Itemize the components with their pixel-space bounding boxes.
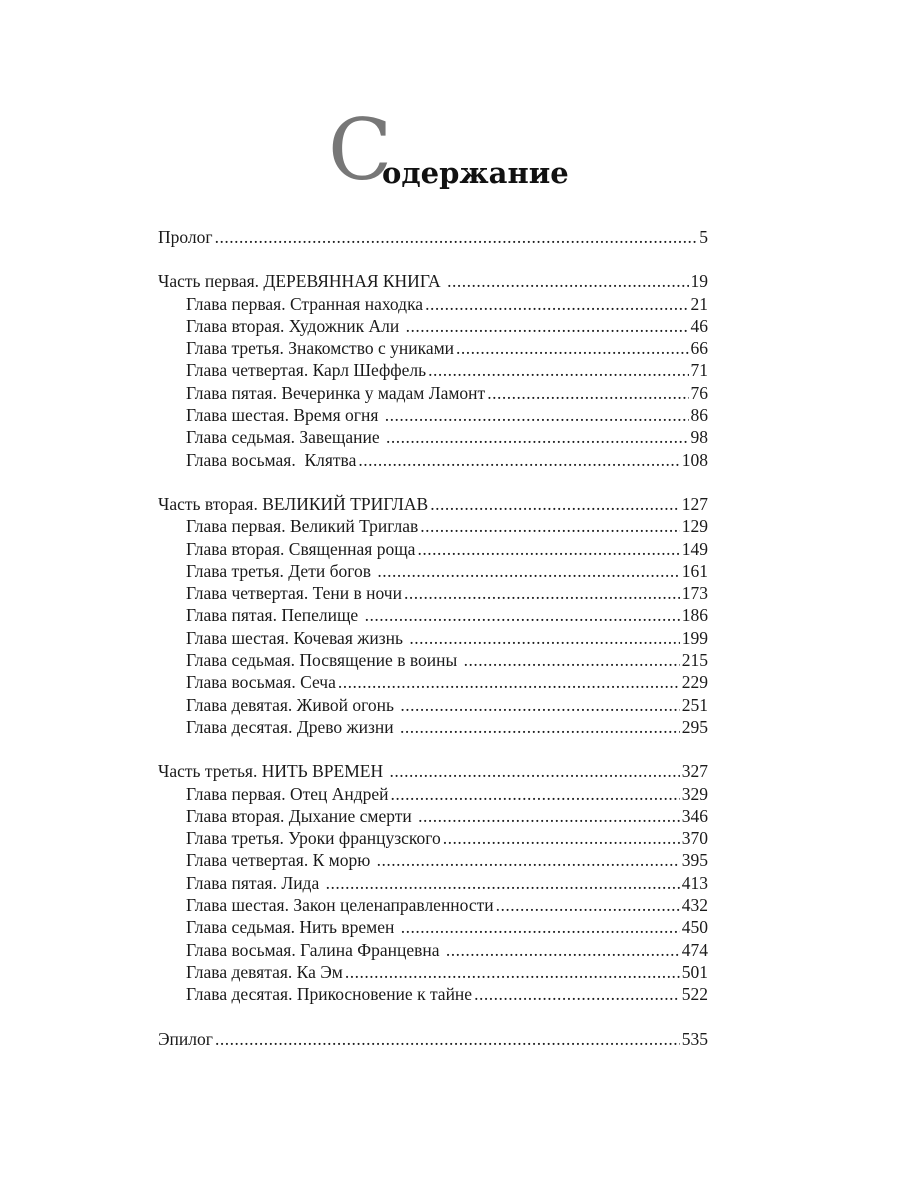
toc-entry-chapter-page-number: 21: [690, 293, 708, 314]
toc-entry-chapter-page-number: 522: [681, 984, 708, 1005]
dot-leader: [425, 293, 688, 315]
toc-entry-chapter-label: Глава первая. Великий Триглав: [186, 516, 419, 537]
toc-entry-chapter-label: Глава третья. Знакомство с униками: [186, 338, 455, 359]
dot-leader: [447, 270, 688, 292]
toc-entry-epilogue: [158, 1028, 708, 1050]
toc-entry-chapter: [158, 538, 708, 560]
section-spacer: [158, 248, 708, 270]
dot-leader: [391, 783, 680, 805]
toc-entry-chapter-label: Глава седьмая. Нить времен: [186, 917, 399, 938]
toc-entry-chapter: [158, 827, 708, 849]
toc-entry-chapter: [158, 939, 708, 961]
section-spacer: [158, 471, 708, 493]
dot-leader: [474, 983, 680, 1005]
toc-entry-chapter-label: Глава шестая. Закон целенаправленности: [186, 895, 494, 916]
toc-entry-chapter: [158, 337, 708, 359]
toc-entry-chapter-label: Глава третья. Дети богов: [186, 560, 376, 581]
dot-leader: [400, 716, 680, 738]
toc-entry-part-label: Часть первая. ДЕРЕВЯННАЯ КНИГА: [158, 271, 446, 292]
toc-entry-part: [158, 493, 708, 515]
toc-entry-part-page-number: 19: [690, 271, 708, 292]
toc-entry-chapter-page-number: 251: [681, 694, 708, 715]
section-spacer: [158, 1006, 708, 1028]
toc-entry-chapter-label: Глава шестая. Время огня: [186, 405, 383, 426]
toc-entry-chapter-page-number: 199: [681, 627, 708, 648]
toc-entry-chapter-label: Глава пятая. Лида: [186, 872, 324, 893]
dot-leader: [464, 649, 680, 671]
toc-entry-chapter-label: Глава восьмая. Сеча: [186, 672, 336, 693]
toc-entry-part-page-number: 327: [681, 761, 708, 782]
toc-entry-chapter-label: Глава первая. Странная находка: [186, 293, 424, 314]
toc-entry-chapter-label: Глава пятая. Вечеринка у мадам Ламонт: [186, 382, 486, 403]
toc-entry-chapter: [158, 627, 708, 649]
toc-entry-chapter-page-number: 370: [681, 828, 708, 849]
dot-leader: [389, 760, 679, 782]
dot-leader: [400, 694, 679, 716]
toc-entry-chapter-page-number: 129: [681, 516, 708, 537]
toc-entry-chapter-label: Глава седьмая. Посвящение в воины: [186, 650, 462, 671]
dot-leader: [496, 894, 680, 916]
toc-entry-chapter-page-number: 346: [681, 805, 708, 826]
toc-entry-chapter: [158, 894, 708, 916]
dot-leader: [446, 939, 680, 961]
toc-entry-chapter-label: Глава седьмая. Завещание: [186, 427, 384, 448]
toc-entry-chapter: [158, 359, 708, 381]
toc-entry-part-label: Часть вторая. ВЕЛИКИЙ ТРИГЛАВ: [158, 493, 429, 514]
dot-leader: [385, 404, 689, 426]
toc-entry-chapter-page-number: 46: [690, 315, 708, 336]
toc-entry-chapter: [158, 983, 708, 1005]
dot-leader: [386, 426, 689, 448]
toc-entry-chapter-page-number: 173: [681, 583, 708, 604]
toc-entry-chapter-page-number: 98: [690, 427, 708, 448]
toc-entry-chapter: [158, 716, 708, 738]
toc-entry-chapter: [158, 671, 708, 693]
toc-entry-chapter: [158, 805, 708, 827]
toc-entry-chapter-page-number: 450: [681, 917, 708, 938]
table-of-contents: [158, 226, 708, 1050]
toc-entry-chapter-label: Глава четвертая. Карл Шеффель: [186, 360, 427, 381]
toc-entry-chapter-label: Глава вторая. Дыхание смерти: [186, 805, 417, 826]
title-drop-cap: С: [328, 101, 393, 199]
toc-entry-part-label: Часть третья. НИТЬ ВРЕМЕН: [158, 761, 388, 782]
dot-leader: [428, 359, 688, 381]
toc-entry-chapter: [158, 315, 708, 337]
toc-entry-chapter-label: Глава четвертая. К морю: [186, 850, 375, 871]
toc-entry-chapter: [158, 515, 708, 537]
toc-entry-chapter-page-number: 71: [690, 360, 708, 381]
toc-entry-part-page-number: 127: [681, 493, 708, 514]
dot-leader: [377, 560, 679, 582]
page-title: [328, 101, 628, 199]
toc-entry-chapter-label: Глава девятая. Ка Эм: [186, 961, 343, 982]
toc-entry-chapter-label: Глава десятая. Древо жизни: [186, 716, 399, 737]
dot-leader: [215, 226, 698, 248]
toc-entry-chapter-page-number: 215: [681, 650, 708, 671]
toc-entry-chapter-label: Глава восьмая. Клятва: [186, 449, 357, 470]
dot-leader: [326, 872, 680, 894]
toc-entry-chapter-page-number: 161: [681, 560, 708, 581]
title-text: одержание: [382, 156, 569, 190]
toc-entry-prologue-label: Пролог: [158, 227, 213, 247]
toc-entry-chapter: [158, 426, 708, 448]
dot-leader: [215, 1028, 680, 1050]
toc-entry-chapter: [158, 293, 708, 315]
toc-entry-prologue-page-number: 5: [699, 227, 708, 247]
toc-entry-chapter-page-number: 66: [690, 338, 708, 359]
toc-entry-chapter-label: Глава четвертая. Тени в ночи: [186, 583, 402, 604]
toc-entry-chapter: [158, 916, 708, 938]
toc-entry-chapter: [158, 783, 708, 805]
dot-leader: [417, 538, 679, 560]
section-spacer: [158, 738, 708, 760]
toc-entry-chapter: [158, 604, 708, 626]
toc-entry-chapter-label: Глава шестая. Кочевая жизнь: [186, 627, 408, 648]
toc-entry-chapter-page-number: 108: [681, 449, 708, 470]
toc-entry-chapter: [158, 449, 708, 471]
toc-entry-chapter-page-number: 295: [681, 716, 708, 737]
dot-leader: [358, 449, 679, 471]
toc-entry-chapter-label: Глава восьмая. Галина Францевна: [186, 939, 444, 960]
toc-entry-chapter-page-number: 86: [690, 405, 708, 426]
toc-entry-chapter-label: Глава десятая. Прикосновение к тайне: [186, 984, 473, 1005]
toc-entry-chapter-label: Глава первая. Отец Андрей: [186, 783, 389, 804]
dot-leader: [443, 827, 680, 849]
toc-entry-epilogue-page-number: 535: [681, 1028, 708, 1049]
toc-entry-chapter: [158, 849, 708, 871]
toc-entry-chapter-label: Глава вторая. Художник Али: [186, 315, 404, 336]
toc-entry-part: [158, 270, 708, 292]
dot-leader: [404, 582, 680, 604]
toc-entry-chapter-page-number: 501: [681, 961, 708, 982]
toc-entry-chapter: [158, 694, 708, 716]
toc-entry-chapter-label: Глава вторая. Священная роща: [186, 538, 416, 559]
toc-entry-chapter: [158, 560, 708, 582]
toc-entry-chapter-page-number: 76: [690, 382, 708, 403]
toc-entry-chapter-page-number: 474: [681, 939, 708, 960]
toc-entry-chapter-label: Глава девятая. Живой огонь: [186, 694, 399, 715]
toc-entry-chapter: [158, 582, 708, 604]
dot-leader: [338, 671, 680, 693]
toc-entry-chapter: [158, 961, 708, 983]
dot-leader: [365, 604, 680, 626]
toc-entry-chapter-page-number: 186: [681, 605, 708, 626]
toc-entry-chapter-page-number: 395: [681, 850, 708, 871]
dot-leader: [487, 382, 688, 404]
toc-entry-chapter: [158, 649, 708, 671]
toc-entry-chapter: [158, 382, 708, 404]
toc-entry-chapter-page-number: 432: [681, 895, 708, 916]
dot-leader: [430, 493, 680, 515]
dot-leader: [406, 315, 689, 337]
dot-leader: [377, 849, 680, 871]
toc-entry-chapter: [158, 872, 708, 894]
toc-entry-chapter-page-number: 329: [681, 783, 708, 804]
dot-leader: [401, 916, 680, 938]
toc-entry-chapter-page-number: 413: [681, 872, 708, 893]
dot-leader: [345, 961, 680, 983]
toc-entry-chapter: [158, 404, 708, 426]
toc-entry-chapter-page-number: 149: [681, 538, 708, 559]
toc-entry-chapter-page-number: 229: [681, 672, 708, 693]
toc-entry-chapter-label: Глава третья. Уроки французского: [186, 828, 441, 849]
toc-entry-part: [158, 760, 708, 782]
dot-leader: [418, 805, 680, 827]
dot-leader: [409, 627, 679, 649]
toc-entry-chapter-label: Глава пятая. Пепелище: [186, 605, 363, 626]
dot-leader: [456, 337, 688, 359]
dot-leader: [420, 515, 679, 537]
toc-entry-prologue: [158, 226, 708, 248]
toc-entry-epilogue-label: Эпилог: [158, 1028, 213, 1049]
